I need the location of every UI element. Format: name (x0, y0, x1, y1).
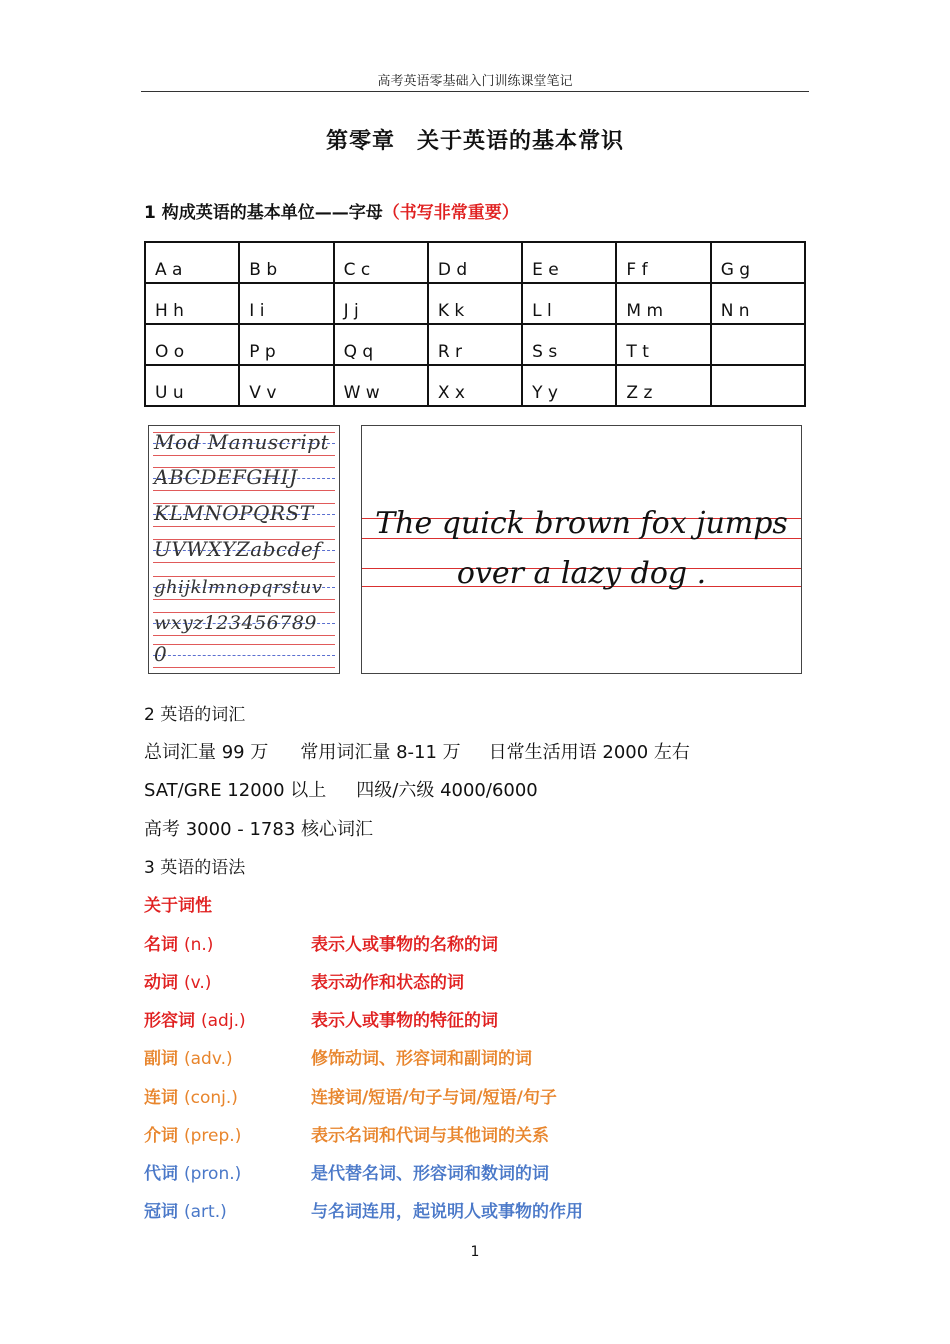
table-cell: F f (616, 242, 710, 283)
table-cell: G g (711, 242, 805, 283)
manuscript-line (153, 497, 335, 531)
sample-line-2: over a lazy dog . (456, 556, 707, 591)
table-row (145, 283, 805, 324)
table-cell: W w (334, 365, 428, 406)
pos-term (144, 1083, 238, 1108)
table-cell: M m (616, 283, 710, 324)
table-row (145, 365, 805, 406)
table-cell: R r (428, 324, 522, 365)
manuscript-line (153, 533, 335, 567)
manuscript-line-text: ghijklmnopqrstuv (154, 577, 323, 598)
section-1-title: 1 构成英语的基本单位——字母 (144, 203, 383, 223)
pos-definition: 连接词/短语/句子与词/短语/句子 (311, 1088, 557, 1108)
pos-term (144, 1197, 227, 1222)
manuscript-line-text: ABCDEFGHIJ (154, 465, 298, 489)
vocab-row-2 (144, 776, 538, 802)
table-cell: O o (145, 324, 239, 365)
pos-term-name: 介词 (144, 1126, 178, 1146)
vocab-common: 常用词汇量 8-11 万 (300, 742, 461, 763)
manuscript-practice-image (148, 425, 340, 674)
pos-term-name: 动词 (144, 973, 178, 993)
table-cell: V v (239, 365, 333, 406)
manuscript-line-text: UVWXYZabcdef (154, 537, 322, 561)
sample-line-1: The quick brown fox jumps (375, 506, 788, 541)
table-cell: Q q (334, 324, 428, 365)
section-1-heading (144, 198, 519, 223)
table-cell: S s (522, 324, 616, 365)
table-row (145, 242, 805, 283)
table-cell: L l (522, 283, 616, 324)
table-cell: B b (239, 242, 333, 283)
pos-term-abbr: (adv.) (184, 1049, 233, 1069)
table-cell (711, 324, 805, 365)
manuscript-line (153, 638, 335, 672)
pos-term-name: 代词 (144, 1164, 178, 1184)
pos-term-abbr: (adj.) (201, 1011, 246, 1031)
page-number: 1 (470, 1244, 480, 1260)
pos-term-name: 连词 (144, 1088, 178, 1108)
pos-term (144, 1044, 233, 1069)
table-cell: Z z (616, 365, 710, 406)
manuscript-line (153, 426, 335, 460)
pos-definition: 与名词连用，起说明人或事物的作用 (311, 1202, 583, 1222)
pos-term-abbr: (conj.) (184, 1088, 238, 1108)
manuscript-line (153, 570, 335, 604)
vocab-sat-gre: SAT/GRE 12000 以上 (144, 780, 327, 801)
handwriting-sample-image (361, 425, 802, 674)
pos-term-name: 名词 (144, 935, 178, 955)
pos-term-name: 冠词 (144, 1202, 178, 1222)
pos-term (144, 1159, 241, 1184)
pos-term (144, 1006, 246, 1031)
table-cell: T t (616, 324, 710, 365)
pos-term-abbr: (n.) (184, 935, 214, 955)
vocab-daily: 日常生活用语 2000 左右 (488, 742, 690, 763)
pos-term (144, 930, 213, 955)
chapter-title (0, 124, 950, 155)
pos-definition: 表示动作和状态的词 (311, 973, 464, 993)
table-cell: A a (145, 242, 239, 283)
vocab-row-1 (144, 738, 690, 764)
parts-of-speech-heading: 关于词性 (144, 896, 212, 916)
pos-definition: 是代替名词、形容词和数词的词 (311, 1164, 549, 1184)
table-cell: N n (711, 283, 805, 324)
table-cell: Y y (522, 365, 616, 406)
section-1-note: （书写非常重要） (382, 203, 519, 223)
pos-term-abbr: (pron.) (184, 1164, 242, 1184)
table-cell: C c (334, 242, 428, 283)
chapter-name: 关于英语的基本常识 (417, 129, 625, 154)
table-cell: D d (428, 242, 522, 283)
table-row (145, 324, 805, 365)
table-cell: J j (334, 283, 428, 324)
table-cell: I i (239, 283, 333, 324)
manuscript-line (153, 461, 335, 495)
table-cell: E e (522, 242, 616, 283)
section-2-heading: 2 英语的词汇 (144, 705, 246, 725)
header-divider (141, 91, 809, 92)
pos-term-abbr: (v.) (184, 973, 212, 993)
pos-term (144, 968, 211, 993)
vocab-total: 总词汇量 99 万 (144, 742, 269, 763)
pos-definition: 表示人或事物的特征的词 (311, 1011, 498, 1031)
pos-term (144, 1121, 241, 1146)
manuscript-line-text: KLMNOPQRST (154, 501, 314, 525)
pos-definition: 表示名词和代词与其他词的关系 (311, 1126, 549, 1146)
alphabet-table (144, 241, 806, 407)
pos-definition: 表示人或事物的名称的词 (311, 935, 498, 955)
manuscript-line-text: Mod Manuscript (154, 430, 330, 454)
table-cell: P p (239, 324, 333, 365)
pos-definition: 修饰动词、形容词和副词的词 (311, 1049, 532, 1069)
table-cell: U u (145, 365, 239, 406)
running-header: 高考英语零基础入门训练课堂笔记 (377, 74, 573, 89)
vocab-cet: 四级/六级 4000/6000 (356, 780, 538, 801)
vocab-row-3: 高考 3000 - 1783 核心词汇 (144, 819, 373, 840)
pos-term-name: 形容词 (144, 1011, 195, 1031)
pos-term-abbr: (art.) (184, 1202, 227, 1222)
section-3-heading: 3 英语的语法 (144, 858, 246, 878)
table-cell: K k (428, 283, 522, 324)
table-cell (711, 365, 805, 406)
chapter-number: 第零章 (325, 129, 395, 154)
manuscript-line-text: 0 (154, 642, 168, 666)
manuscript-line-text: wxyz123456789 (154, 612, 318, 634)
pos-term-name: 副词 (144, 1049, 178, 1069)
manuscript-line (153, 606, 335, 640)
pos-term-abbr: (prep.) (184, 1126, 242, 1146)
table-cell: H h (145, 283, 239, 324)
table-cell: X x (428, 365, 522, 406)
